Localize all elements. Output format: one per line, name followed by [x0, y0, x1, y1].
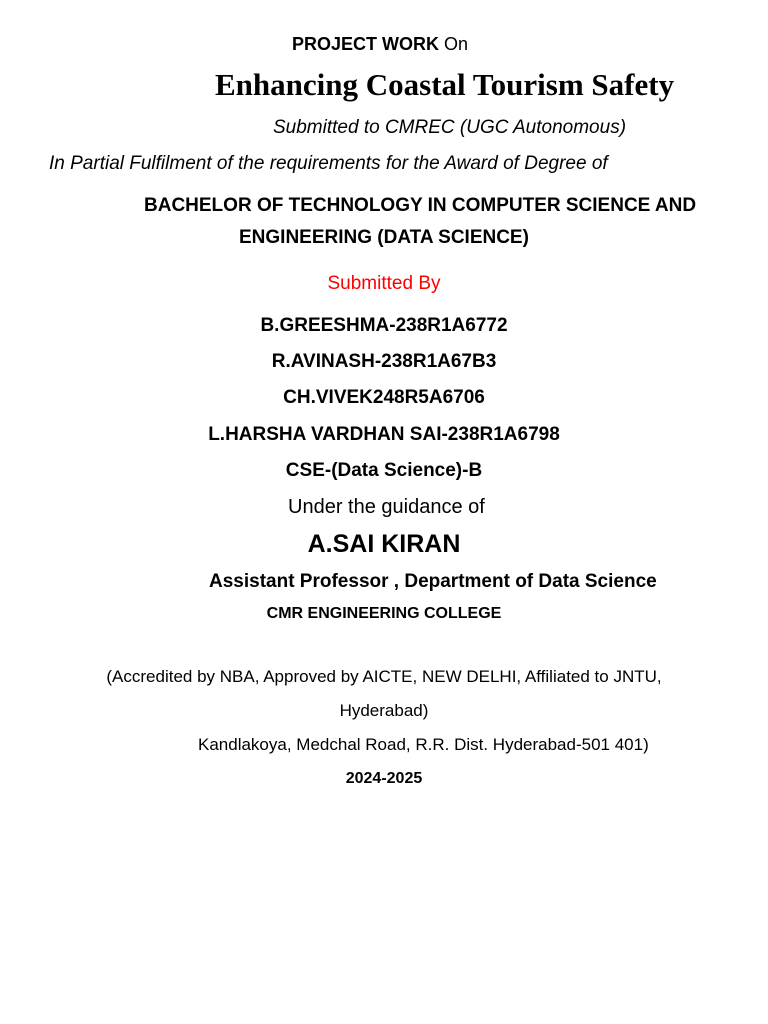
guide-designation: Assistant Professor , Department of Data Science [209, 571, 657, 592]
partial-fulfilment-text: In Partial Fulfilment of the requirements for the Award of Degree of [49, 153, 608, 174]
accreditation-line-1: (Accredited by NBA, Approved by AICTE, NEW DELHI, Affiliated to JNTU, [106, 667, 662, 686]
project-work-label: PROJECT WORK [292, 34, 440, 54]
section-label: CSE-(Data Science)-B [285, 460, 483, 481]
student-4: L.HARSHA VARDHAN SAI-238R1A6798 [208, 424, 560, 445]
degree-line-2: ENGINEERING (DATA SCIENCE) [239, 227, 529, 248]
accreditation-line-2: Hyderabad) [339, 701, 429, 720]
college-name: CMR ENGINEERING COLLEGE [266, 605, 502, 622]
project-work-on: On [444, 34, 469, 54]
degree-line-1: BACHELOR OF TECHNOLOGY IN COMPUTER SCIENCE AND [144, 195, 697, 216]
student-3: CH.VIVEK248R5A6706 [283, 387, 485, 408]
college-address: Kandlakoya, Medchal Road, R.R. Dist. Hyderabad-501 401) [198, 735, 649, 754]
project-title: Enhancing Coastal Tourism Safety [215, 67, 675, 102]
submitted-to: Submitted to CMREC (UGC Autonomous) [273, 117, 627, 138]
student-1: B.GREESHMA-238R1A6772 [260, 315, 508, 336]
academic-year: 2024-2025 [345, 770, 423, 787]
project-work-heading [292, 35, 468, 53]
guidance-label: Under the guidance of [288, 496, 485, 518]
student-2: R.AVINASH-238R1A67B3 [271, 351, 497, 372]
guide-name: A.SAI KIRAN [307, 530, 461, 558]
submitted-by-label: Submitted By [327, 273, 441, 294]
